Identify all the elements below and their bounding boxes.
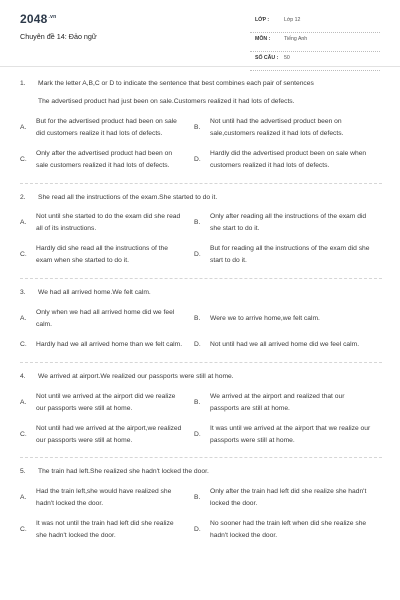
options-grid: [20, 307, 382, 351]
option-a[interactable]: [20, 391, 194, 415]
meta-table: [250, 14, 380, 71]
option-text: We arrived at the airport and realized that our passports are still at home.: [210, 392, 345, 412]
option-text: But for the advertised product had been on sale did customers realize it had lots of defects.: [36, 117, 177, 137]
option-a[interactable]: [20, 211, 194, 235]
option-text: Hardly did the advertised product been on sale when customers realized it had lots of defects.: [210, 149, 367, 169]
meta-value: Tiếng Anh: [284, 36, 308, 42]
option-text: Were we to arrive home,we felt calm.: [210, 315, 320, 323]
option-letter: C.: [20, 155, 27, 163]
option-letter: D.: [194, 251, 201, 259]
option-text: It was not until the train had left did she realize she hadn't locked the door.: [36, 520, 174, 540]
option-text: Only after the train had left did she realize she hadn't locked the door.: [210, 488, 367, 508]
option-d[interactable]: [194, 423, 382, 447]
option-text: Not until had we arrived at the airport,we realized our passports were still at home.: [36, 424, 182, 444]
option-a[interactable]: [20, 486, 194, 510]
option-c[interactable]: [20, 148, 194, 172]
option-d[interactable]: [194, 148, 382, 172]
option-d[interactable]: [194, 339, 382, 351]
option-text: Only when we had all arrived home did we feel calm.: [36, 309, 175, 328]
meta-label: MÔN :: [255, 36, 271, 42]
option-c[interactable]: [20, 518, 194, 542]
option-letter: B.: [194, 219, 201, 227]
option-letter: C.: [20, 251, 27, 259]
question-divider: [20, 183, 382, 184]
option-text: Hardly had we all arrived home than we felt calm.: [36, 340, 183, 348]
option-a[interactable]: [20, 307, 194, 331]
question-2: [20, 192, 382, 268]
site-logo[interactable]: [20, 12, 56, 26]
option-letter: D.: [194, 340, 201, 348]
question-number: 5.: [20, 468, 26, 476]
options-grid: [20, 486, 382, 542]
option-a[interactable]: [20, 116, 194, 140]
option-b[interactable]: [194, 307, 382, 331]
option-text: Only after the advertised product had been on sale customers realized it had lots of defects.: [36, 149, 173, 169]
option-b[interactable]: [194, 211, 382, 235]
question-number: 3.: [20, 289, 26, 297]
question-text: Mark the letter A,B,C or D to indicate the sentence that best combines each pair of sentences: [38, 80, 314, 87]
option-text: But for reading all the instructions of the exam did she start to do it.: [210, 245, 370, 265]
meta-label: SỐ CÂU :: [255, 55, 279, 61]
option-b[interactable]: [194, 486, 382, 510]
option-letter: D.: [194, 526, 201, 534]
question-divider: [20, 362, 382, 363]
option-letter: D.: [194, 430, 201, 438]
option-letter: A.: [20, 494, 27, 502]
page-header: [0, 0, 400, 66]
option-letter: C.: [20, 526, 27, 534]
topic-title: Chuyên đề 14: Đảo ngữ: [20, 32, 97, 41]
option-letter: B.: [194, 494, 201, 502]
question-5: [20, 466, 382, 542]
option-letter: A.: [20, 123, 27, 131]
option-letter: B.: [194, 315, 201, 323]
option-text: Not until had we all arrived home did we feel calm.: [210, 340, 360, 348]
meta-label: LỚP :: [255, 17, 270, 23]
option-text: Hardly did she read all the instructions of the exam when she started to do it.: [36, 245, 168, 265]
meta-value: 50: [284, 55, 290, 61]
question-1: [20, 78, 382, 172]
option-text: Not until we arrived at the airport did we realize our passports were still at home.: [36, 392, 176, 412]
option-letter: B.: [194, 123, 201, 131]
question-divider: [20, 457, 382, 458]
question-divider: [20, 278, 382, 279]
options-grid: [20, 116, 382, 172]
meta-row-class: [250, 14, 380, 33]
header-divider: [0, 66, 400, 67]
option-b[interactable]: [194, 116, 382, 140]
question-stem: The advertised product had just been on sale.Customers realized it had lots of defects.: [38, 97, 295, 105]
option-letter: B.: [194, 398, 201, 406]
question-number: 2.: [20, 193, 26, 201]
option-text: It was until we arrived at the airport that we realize our passports were still at home.: [210, 424, 371, 444]
meta-value: Lớp 12: [284, 17, 301, 23]
option-letter: A.: [20, 398, 27, 406]
question-list: [20, 78, 382, 542]
option-letter: C.: [20, 340, 27, 348]
option-c[interactable]: [20, 339, 194, 351]
option-c[interactable]: [20, 243, 194, 267]
question-number: 4.: [20, 372, 26, 380]
option-d[interactable]: [194, 243, 382, 267]
option-text: Only after reading all the instructions of the exam did she start to do it.: [210, 213, 367, 233]
option-d[interactable]: [194, 518, 382, 542]
question-text: We arrived at airport.We realized our passports were still at home.: [38, 372, 234, 380]
option-text: Had the train left,she would have realized she hadn't locked the door.: [36, 488, 172, 508]
option-text: No sooner had the train left when did she realize she hadn't locked the door.: [210, 520, 367, 540]
option-letter: C.: [20, 430, 27, 438]
question-text: The train had left.She realized she hadn't locked the door.: [38, 468, 209, 476]
option-c[interactable]: [20, 423, 194, 447]
question-text: We had all arrived home.We felt calm.: [38, 289, 151, 297]
logo-tld: .vn: [48, 14, 57, 20]
question-3: [20, 287, 382, 351]
option-b[interactable]: [194, 391, 382, 415]
question-number: 1.: [20, 80, 26, 87]
question-text: She read all the instructions of the exam.She started to do it.: [38, 193, 218, 201]
meta-row-subject: [250, 33, 380, 52]
option-letter: A.: [20, 219, 27, 227]
question-4: [20, 371, 382, 447]
option-letter: A.: [20, 315, 27, 323]
option-letter: D.: [194, 155, 201, 163]
options-grid: [20, 211, 382, 267]
options-grid: [20, 391, 382, 447]
logo-main: 2048: [20, 12, 48, 26]
meta-row-count: [250, 52, 380, 71]
option-text: Not until had the advertised product been on sale,customers realized it had lots of defects.: [210, 117, 344, 137]
option-text: Not until she started to do the exam did she read all of its instructions.: [36, 213, 181, 233]
